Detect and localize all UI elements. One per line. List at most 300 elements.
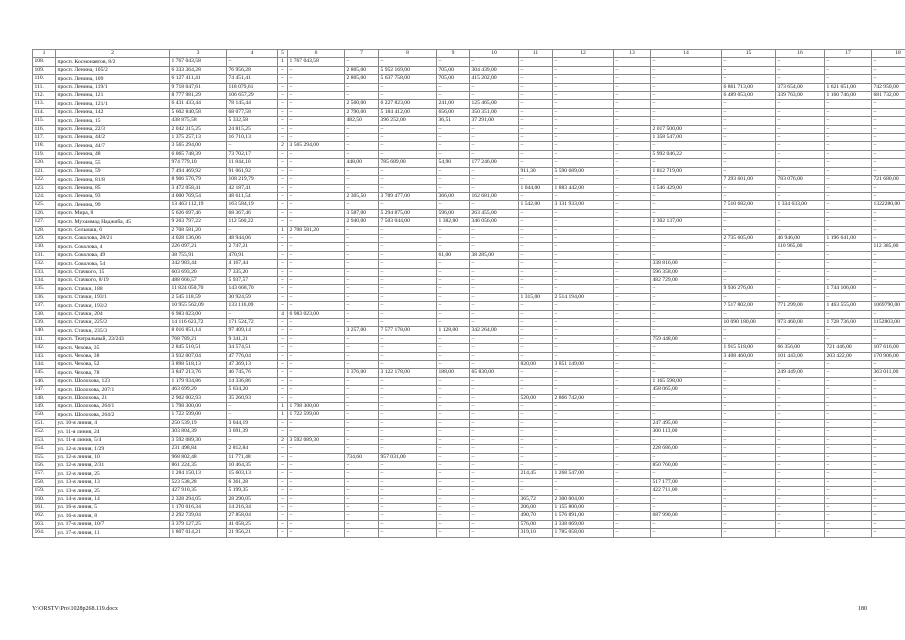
table-row [33, 234, 905, 242]
table-row [33, 134, 905, 142]
value-cell: – [379, 92, 437, 100]
value-cell: 91 061,92 [227, 167, 278, 175]
value-cell: 1 044,00 [519, 184, 553, 192]
value-cell: – [872, 520, 905, 528]
value-cell: 54,90 [437, 159, 470, 167]
value-cell: – [437, 503, 470, 511]
value-cell: – [614, 369, 651, 377]
value-cell: 3 408 460,00 [722, 352, 776, 360]
address-cell: ул. 13-я линия, 13 [56, 478, 170, 486]
value-cell: – [345, 201, 379, 209]
value-cell: – [825, 167, 872, 175]
value-cell: – [437, 478, 470, 486]
value-cell: 3 898 518,13 [170, 361, 227, 369]
value-cell: – [651, 201, 722, 209]
column-number-cell: 14 [651, 50, 722, 58]
value-cell: – [470, 302, 519, 310]
value-cell: – [872, 377, 905, 385]
row-number-cell: 128. [33, 226, 56, 234]
value-cell: – [614, 419, 651, 427]
table-row [33, 428, 905, 436]
value-cell: – [825, 209, 872, 217]
value-cell: – [288, 83, 345, 91]
value-cell: – [437, 243, 470, 251]
value-cell: 490,70 [519, 512, 553, 520]
value-cell: – [345, 520, 379, 528]
value-cell: – [288, 184, 345, 192]
value-cell: – [872, 445, 905, 453]
value-cell: – [614, 344, 651, 352]
value-cell: 1 155 800,00 [553, 503, 614, 511]
value-cell: 162 681,00 [470, 192, 519, 200]
value-cell: 603 693,20 [170, 268, 227, 276]
value-cell: 21 956,21 [227, 529, 278, 537]
row-number-cell: 113. [33, 100, 56, 108]
value-cell: – [614, 445, 651, 453]
value-cell: 10 464,35 [227, 461, 278, 469]
value-cell: 482,50 [345, 117, 379, 125]
table-row [33, 268, 905, 276]
value-cell: – [288, 176, 345, 184]
value-cell: – [651, 75, 722, 83]
value-cell: 3 565 294,00 [170, 142, 227, 150]
value-cell: – [614, 302, 651, 310]
value-cell: – [278, 461, 288, 469]
address-cell: просп. Стачки, 204 [56, 310, 170, 318]
value-cell: – [519, 83, 553, 91]
value-cell: – [470, 361, 519, 369]
value-cell: 4 028 136,06 [170, 234, 227, 242]
value-cell: – [872, 403, 905, 411]
address-cell: просп. Стачки, 188 [56, 285, 170, 293]
value-cell: – [553, 428, 614, 436]
value-cell: – [519, 92, 553, 100]
value-cell: – [278, 100, 288, 108]
value-cell: 771 299,00 [776, 302, 825, 310]
value-cell: 396 252,00 [379, 117, 437, 125]
value-cell: – [345, 293, 379, 301]
row-number-cell: 129. [33, 234, 56, 242]
value-cell: – [776, 226, 825, 234]
table-row [33, 461, 905, 469]
value-cell: – [345, 251, 379, 259]
value-cell: – [437, 470, 470, 478]
value-cell: – [345, 470, 379, 478]
value-cell: – [519, 251, 553, 259]
value-cell: – [776, 386, 825, 394]
value-cell: 1 358 547,00 [651, 134, 722, 142]
value-cell: – [288, 503, 345, 511]
value-cell: 470,91 [227, 251, 278, 259]
value-cell: – [345, 285, 379, 293]
value-cell: – [227, 411, 278, 419]
row-number-cell: 111. [33, 83, 56, 91]
value-cell: – [651, 117, 722, 125]
value-cell: – [651, 495, 722, 503]
value-cell: 4 [278, 310, 288, 318]
value-cell: – [437, 142, 470, 150]
value-cell: 5 199,35 [227, 487, 278, 495]
row-number-cell: 114. [33, 108, 56, 116]
value-cell: 65 830,00 [470, 369, 519, 377]
value-cell: – [437, 520, 470, 528]
value-cell: – [776, 66, 825, 74]
value-cell: – [553, 319, 614, 327]
value-cell: – [288, 520, 345, 528]
value-cell: – [288, 453, 345, 461]
value-cell: – [437, 268, 470, 276]
value-cell: 7 503 044,00 [379, 218, 437, 226]
value-cell: 1 785 058,00 [553, 529, 614, 537]
value-cell: – [288, 167, 345, 175]
value-cell: 112 385,00 [872, 243, 905, 251]
address-cell: ул. 13-я линия, 25 [56, 487, 170, 495]
value-cell: – [722, 260, 776, 268]
value-cell: – [825, 310, 872, 318]
address-cell: просп. Ленина, 81/8 [56, 176, 170, 184]
value-cell: – [278, 428, 288, 436]
value-cell: 1 302 137,00 [651, 218, 722, 226]
value-cell: – [278, 134, 288, 142]
value-cell: – [614, 234, 651, 242]
column-number-cell: 18 [872, 50, 905, 58]
value-cell: – [288, 386, 345, 394]
value-cell: – [288, 512, 345, 520]
value-cell: – [614, 209, 651, 217]
value-cell: – [553, 403, 614, 411]
value-cell: – [227, 403, 278, 411]
value-cell: – [379, 520, 437, 528]
table-row [33, 243, 905, 251]
value-cell: 783 076,00 [776, 176, 825, 184]
value-cell: 36,51 [437, 117, 470, 125]
value-cell: 7 517 802,00 [722, 302, 776, 310]
value-cell: – [288, 108, 345, 116]
table-row [33, 108, 905, 116]
value-cell: 2 305,50 [345, 192, 379, 200]
value-cell: – [825, 268, 872, 276]
value-cell: – [437, 302, 470, 310]
value-cell: – [651, 352, 722, 360]
value-cell: – [278, 419, 288, 427]
value-cell: – [278, 75, 288, 83]
value-cell: – [722, 419, 776, 427]
address-cell: просп. Ленина, 142 [56, 108, 170, 116]
value-cell: – [776, 218, 825, 226]
value-cell: – [722, 209, 776, 217]
value-cell: – [872, 226, 905, 234]
value-cell: 1 883 442,00 [553, 184, 614, 192]
value-cell: – [278, 394, 288, 402]
value-cell: 247 495,00 [651, 419, 722, 427]
value-cell: – [379, 319, 437, 327]
value-cell: – [278, 159, 288, 167]
value-cell: 438 875,58 [170, 117, 227, 125]
value-cell: – [470, 428, 519, 436]
column-number-cell: 3 [170, 50, 227, 58]
value-cell: 1 315,00 [519, 293, 553, 301]
value-cell: – [470, 436, 519, 444]
value-cell: 6 861 713,00 [722, 83, 776, 91]
row-number-cell: 140. [33, 327, 56, 335]
value-cell: – [776, 276, 825, 284]
value-cell: – [345, 310, 379, 318]
row-number-cell: 146. [33, 377, 56, 385]
value-cell: 3 257,00 [345, 327, 379, 335]
row-number-cell: 163. [33, 520, 56, 528]
value-cell: 2 300 004,00 [553, 495, 614, 503]
value-cell: – [722, 461, 776, 469]
value-cell: 6 333 364,28 [170, 66, 227, 74]
value-cell: 5 590 689,00 [553, 167, 614, 175]
row-number-cell: 145. [33, 369, 56, 377]
value-cell: – [345, 361, 379, 369]
value-cell: – [651, 251, 722, 259]
value-cell: 366,00 [437, 192, 470, 200]
value-cell: 705,00 [437, 66, 470, 74]
value-cell: 14 336,86 [227, 377, 278, 385]
value-cell: – [553, 260, 614, 268]
value-cell: 3 044,19 [227, 419, 278, 427]
value-cell: 9 263 797,22 [170, 218, 227, 226]
value-cell: 2 545 118,59 [170, 293, 227, 301]
value-cell: – [651, 58, 722, 66]
value-cell: – [614, 327, 651, 335]
value-cell: – [722, 529, 776, 537]
row-number-cell: 125. [33, 201, 56, 209]
address-cell: просп. Чехова, 52 [56, 361, 170, 369]
value-cell: – [278, 218, 288, 226]
value-cell: – [776, 285, 825, 293]
value-cell: 38 285,00 [470, 251, 519, 259]
row-number-cell: 127. [33, 218, 56, 226]
value-cell: 7 293 601,00 [722, 176, 776, 184]
value-cell: – [519, 209, 553, 217]
value-cell: – [470, 520, 519, 528]
value-cell: 3 592 089,30 [288, 436, 345, 444]
value-cell: – [825, 75, 872, 83]
value-cell: – [722, 167, 776, 175]
row-number-cell: 143. [33, 352, 56, 360]
value-cell: – [614, 66, 651, 74]
value-cell: – [651, 411, 722, 419]
value-cell: – [825, 134, 872, 142]
column-number-cell: 2 [56, 50, 170, 58]
value-cell: – [825, 100, 872, 108]
address-cell: просп. Шолохова, 21 [56, 394, 170, 402]
value-cell: 101 443,00 [776, 352, 825, 360]
value-cell: – [288, 461, 345, 469]
value-cell: – [825, 478, 872, 486]
value-cell: 596,00 [437, 209, 470, 217]
value-cell: – [651, 302, 722, 310]
address-cell: просп. Шолохова, 207/1 [56, 386, 170, 394]
value-cell: 3 131 933,00 [553, 201, 614, 209]
value-cell: – [227, 310, 278, 318]
value-cell: – [614, 218, 651, 226]
value-cell: – [872, 453, 905, 461]
value-cell: – [553, 209, 614, 217]
value-cell: – [614, 226, 651, 234]
value-cell: 1 915 518,00 [722, 344, 776, 352]
address-cell: просп. Ленина, 59 [56, 167, 170, 175]
value-cell: – [345, 512, 379, 520]
value-cell: – [872, 134, 905, 142]
value-cell: – [519, 276, 553, 284]
value-cell: – [776, 394, 825, 402]
row-number-cell: 110. [33, 75, 56, 83]
value-cell: – [651, 327, 722, 335]
value-cell: 170 906,00 [872, 352, 905, 360]
value-cell: – [345, 319, 379, 327]
table-row [33, 503, 905, 511]
value-cell: – [776, 159, 825, 167]
value-cell: 2 902 002,93 [170, 394, 227, 402]
value-cell: – [470, 268, 519, 276]
value-cell: – [553, 285, 614, 293]
value-cell: 2 845 510,51 [170, 344, 227, 352]
value-cell: – [651, 234, 722, 242]
value-cell: 721 446,00 [825, 344, 872, 352]
address-cell: ул. 12-я линия, 2/31 [56, 461, 170, 469]
value-cell: – [519, 352, 553, 360]
value-cell: – [825, 419, 872, 427]
value-cell: – [278, 285, 288, 293]
value-cell: 5 992 046,22 [651, 150, 722, 158]
table-row [33, 100, 905, 108]
value-cell: 2 514 194,00 [553, 293, 614, 301]
row-number-cell: 136. [33, 293, 56, 301]
value-cell: – [651, 176, 722, 184]
value-cell: – [278, 503, 288, 511]
value-cell: 1 268 547,00 [553, 470, 614, 478]
table-row [33, 327, 905, 335]
address-cell: просп. Мира, 8 [56, 209, 170, 217]
table-row [33, 478, 905, 486]
value-cell: – [379, 302, 437, 310]
value-cell: – [379, 268, 437, 276]
row-number-cell: 119. [33, 150, 56, 158]
value-cell: – [553, 302, 614, 310]
value-cell: – [825, 276, 872, 284]
value-cell: – [614, 495, 651, 503]
value-cell: – [651, 310, 722, 318]
value-cell: – [470, 487, 519, 495]
value-cell: 458 065,00 [651, 386, 722, 394]
column-number-cell: 6 [288, 50, 345, 58]
value-cell: 48 944,06 [227, 234, 278, 242]
column-number-cell: 15 [722, 50, 776, 58]
value-cell: – [227, 142, 278, 150]
value-cell: – [519, 327, 553, 335]
address-cell: просп. Соколова, 4 [56, 243, 170, 251]
address-cell: просп. Стачки, 193/2 [56, 302, 170, 310]
value-cell: – [722, 327, 776, 335]
address-cell: ул. 16-я линия, 5 [56, 503, 170, 511]
value-cell: – [288, 75, 345, 83]
value-cell: – [345, 386, 379, 394]
value-cell: – [614, 428, 651, 436]
value-cell: 1152803,00 [872, 319, 905, 327]
value-cell: – [872, 142, 905, 150]
value-cell: – [519, 218, 553, 226]
value-cell: 47 369,13 [227, 361, 278, 369]
value-cell: – [614, 335, 651, 343]
value-cell: – [776, 209, 825, 217]
value-cell: – [872, 503, 905, 511]
value-cell: – [776, 293, 825, 301]
value-cell: – [872, 108, 905, 116]
value-cell: – [872, 436, 905, 444]
value-cell: 133 116,09 [227, 302, 278, 310]
value-cell: 5 634,20 [227, 386, 278, 394]
value-cell: – [519, 260, 553, 268]
value-cell: 97 409,14 [227, 327, 278, 335]
value-cell: – [614, 436, 651, 444]
value-cell: – [825, 520, 872, 528]
value-cell: 41 058,25 [227, 520, 278, 528]
value-cell: 338 816,00 [651, 260, 722, 268]
value-cell: – [553, 66, 614, 74]
value-cell: – [288, 319, 345, 327]
value-cell: 203 422,00 [825, 352, 872, 360]
value-cell: – [553, 478, 614, 486]
value-cell: – [470, 445, 519, 453]
value-cell: 9 341,21 [227, 335, 278, 343]
table-row [33, 495, 905, 503]
value-cell: – [278, 344, 288, 352]
value-cell: – [379, 403, 437, 411]
value-cell: – [278, 327, 288, 335]
value-cell: 110 965,00 [776, 243, 825, 251]
value-cell: – [437, 344, 470, 352]
table-row [33, 58, 905, 66]
value-cell: – [278, 319, 288, 327]
value-cell: – [872, 260, 905, 268]
value-cell: – [278, 125, 288, 133]
value-cell: – [519, 100, 553, 108]
value-cell: – [553, 243, 614, 251]
row-number-cell: 117. [33, 134, 56, 142]
value-cell: – [553, 335, 614, 343]
value-cell: 1069790,00 [872, 302, 905, 310]
value-cell: – [825, 369, 872, 377]
value-cell: – [553, 251, 614, 259]
value-cell: – [437, 445, 470, 453]
value-cell: – [825, 445, 872, 453]
value-cell: – [776, 411, 825, 419]
value-cell: – [825, 411, 872, 419]
value-cell: – [872, 327, 905, 335]
table-row [33, 209, 905, 217]
value-cell: 488 666,57 [170, 276, 227, 284]
value-cell: – [519, 243, 553, 251]
value-cell: – [722, 369, 776, 377]
value-cell: – [651, 503, 722, 511]
value-cell: 1 744 106,00 [825, 285, 872, 293]
value-cell: 38 755,91 [170, 251, 227, 259]
value-cell: 2 017 500,00 [651, 125, 722, 133]
value-cell: 957 031,00 [379, 453, 437, 461]
value-cell: – [278, 260, 288, 268]
value-cell: – [288, 529, 345, 537]
value-cell: 8 777 981,29 [170, 92, 227, 100]
value-cell: – [470, 226, 519, 234]
value-cell: – [614, 310, 651, 318]
value-cell: – [379, 125, 437, 133]
address-cell: просп. Мухаммад Наджиба, 45 [56, 218, 170, 226]
value-cell: – [278, 268, 288, 276]
